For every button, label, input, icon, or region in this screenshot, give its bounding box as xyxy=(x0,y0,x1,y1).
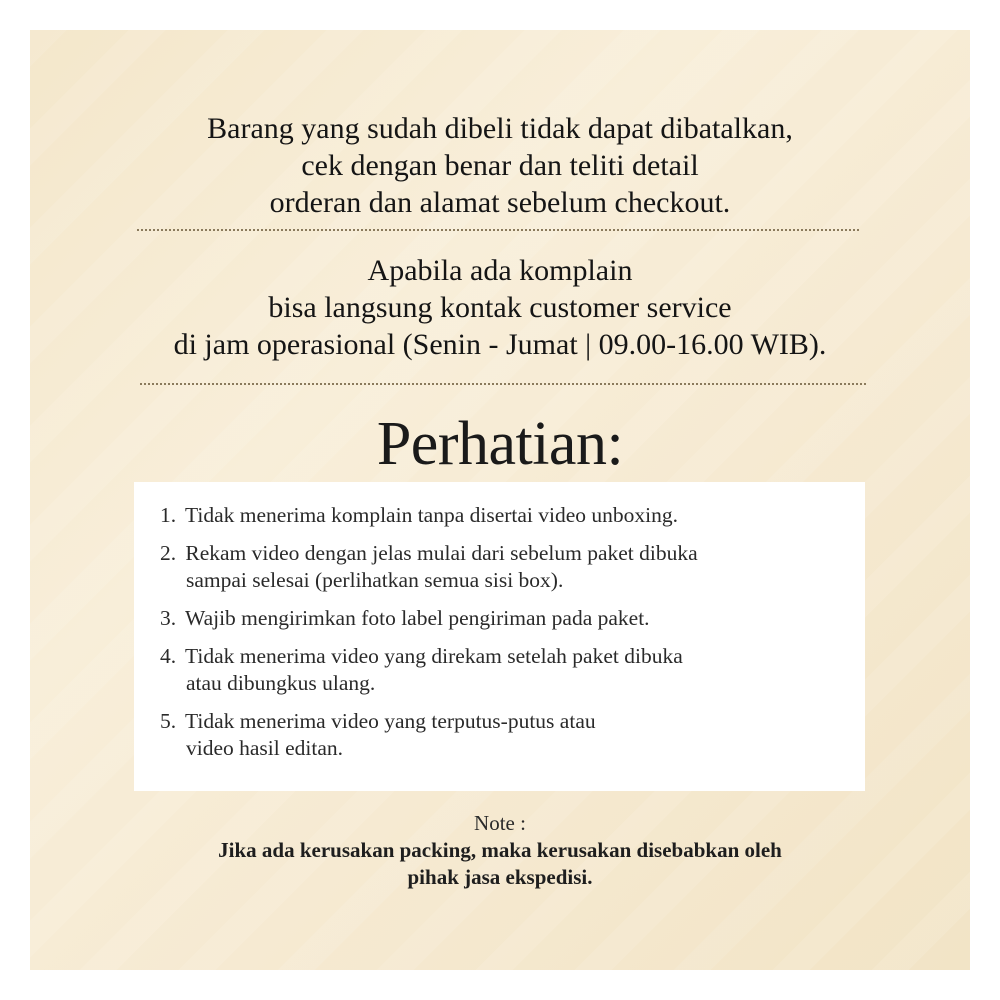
rule-number: 1. xyxy=(160,503,177,527)
list-item xyxy=(160,605,850,632)
rules-list xyxy=(160,502,850,773)
list-item xyxy=(160,708,850,762)
rule-text-continued: sampai selesai (perlihatkan semua sisi box). xyxy=(186,568,564,592)
intro-line: Barang yang sudah dibeli tidak dapat dibatalkan, xyxy=(207,112,793,145)
list-item xyxy=(160,540,850,594)
page-title: Perhatian: xyxy=(376,410,624,478)
rule-text: Tidak menerima komplain tanpa disertai video unboxing. xyxy=(185,503,679,527)
complaint-line: bisa langsung kontak customer service xyxy=(268,291,732,324)
note-label: Note : xyxy=(474,811,526,835)
rule-number: 2. xyxy=(160,541,177,565)
rule-number: 4. xyxy=(160,644,177,668)
rules-panel xyxy=(134,482,865,791)
note-text xyxy=(30,837,970,891)
intro-text xyxy=(30,110,970,221)
complaint-line: Apabila ada komplain xyxy=(367,254,633,287)
complaint-text xyxy=(30,252,970,363)
rule-text: Wajib mengirimkan foto label pengiriman pada paket. xyxy=(185,606,650,630)
note-line: Jika ada kerusakan packing, maka kerusakan disebabkan oleh xyxy=(218,838,782,862)
rule-text: Tidak menerima video yang terputus-putus atau xyxy=(185,709,596,733)
rule-text-continued: video hasil editan. xyxy=(186,736,344,760)
rule-number: 5. xyxy=(160,709,177,733)
dotted-divider xyxy=(137,229,859,231)
note-section xyxy=(30,810,970,891)
complaint-line: di jam operasional (Senin - Jumat | 09.00-16.00 WIB). xyxy=(173,328,827,361)
rule-number: 3. xyxy=(160,606,177,630)
intro-line: orderan dan alamat sebelum checkout. xyxy=(269,186,731,219)
list-item xyxy=(160,643,850,697)
list-item xyxy=(160,502,850,529)
notice-poster xyxy=(30,30,970,970)
intro-line: cek dengan benar dan teliti detail xyxy=(301,149,699,182)
rule-text-continued: atau dibungkus ulang. xyxy=(186,671,376,695)
rule-text: Rekam video dengan jelas mulai dari sebelum paket dibuka xyxy=(185,541,698,565)
note-line: pihak jasa ekspedisi. xyxy=(407,865,593,889)
dotted-divider xyxy=(140,383,866,385)
rule-text: Tidak menerima video yang direkam setelah paket dibuka xyxy=(185,644,683,668)
